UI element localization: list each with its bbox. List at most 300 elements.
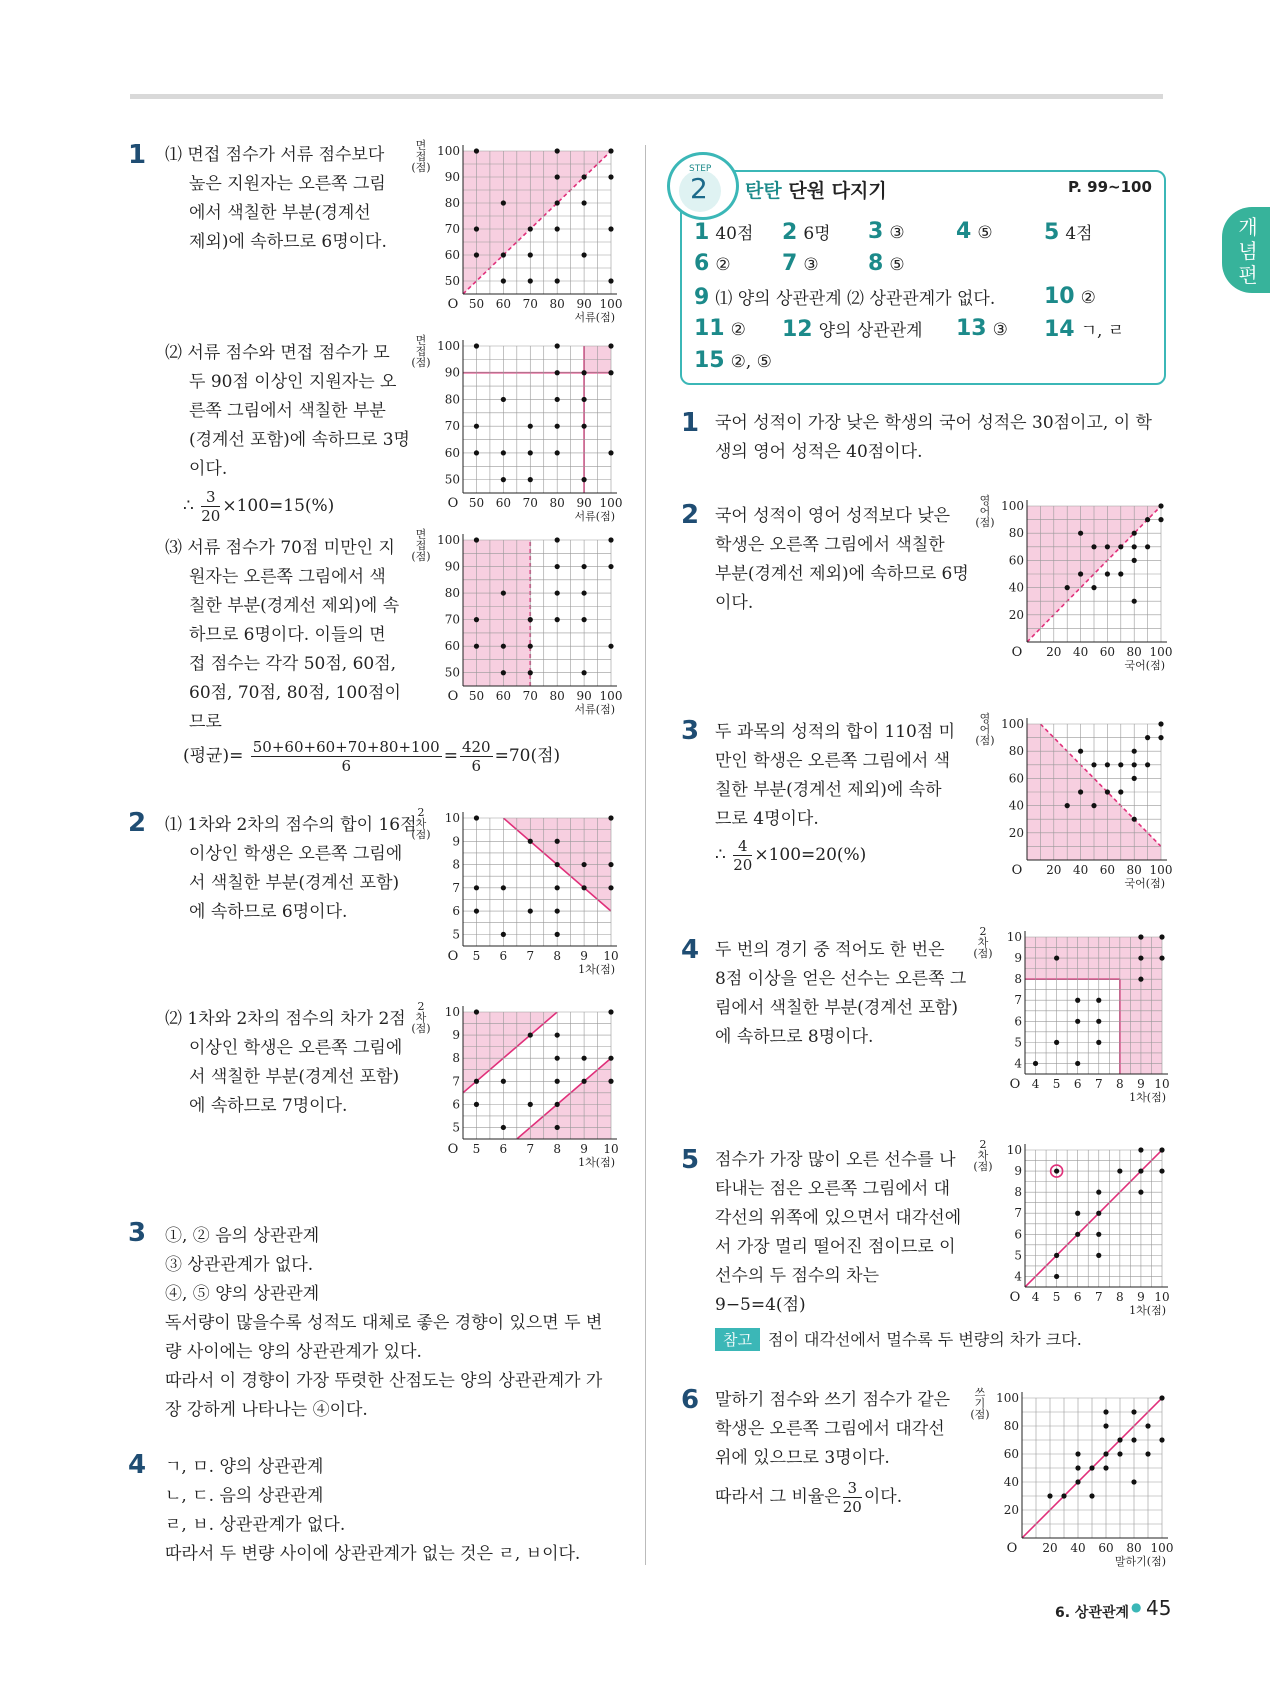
y-tick-label: 7 [452,880,460,895]
y-tick-label: 100 [996,1391,1019,1405]
answer-number: 2 [782,220,798,245]
y-tick-label: 100 [1001,499,1024,513]
data-point [1131,1479,1136,1484]
x-tick-label: 7 [1094,1290,1103,1304]
data-point [608,343,613,348]
data-point [1132,776,1137,781]
text-line: 타내는 점은 오른쪽 그림에서 대 [715,1179,951,1199]
answer-number: 15 [694,348,725,373]
data-point [1105,762,1110,767]
x-tick-label: 60 [1099,863,1116,877]
side-tab-char: 편 [1238,263,1258,287]
text-line: 학생은 오른쪽 그림에서 색칠한 [715,535,945,555]
text-line: 이상인 학생은 오른쪽 그림에 [189,1038,403,1058]
x-tick-label: 70 [522,496,538,510]
y-tick-label: 80 [444,392,460,407]
calc-1-3: (평균)= $\frac{50+60+60+70+80+100}{6}$ = $\frac{420}{6}$ =70(점) [183,738,561,775]
answer-item [1044,284,1096,309]
data-point [1131,1409,1136,1414]
data-point [1078,571,1083,576]
data-point [1096,1019,1101,1024]
x-tick-label: 80 [549,496,565,510]
data-point [1065,803,1070,808]
x-tick-label: 8 [553,1142,562,1156]
y-tick-label: 80 [1008,526,1024,541]
y-axis-label: 면 접 (점) [411,528,431,563]
solution-r3 [715,718,955,834]
y-tick-label: 8 [1014,1185,1022,1200]
solution-4 [165,1453,580,1569]
y-tick-label: 90 [444,559,460,574]
text-line: 말하기 점수와 쓰기 점수가 같은 [715,1390,951,1410]
origin-label: O [447,1142,459,1157]
data-point [1117,1451,1122,1456]
calc-r6: 따라서 그 비율은 $\frac{3}{20}$ 이다. [715,1479,903,1516]
y-tick-label: 6 [452,1097,460,1112]
solution-r6 [715,1386,950,1473]
x-tick-label: 90 [576,496,592,510]
data-point [1132,599,1137,604]
x-tick-label: 40 [1072,645,1089,659]
origin-label: O [1006,1541,1018,1556]
y-tick-label: 6 [1014,1014,1022,1029]
data-point [1158,517,1163,522]
data-point [501,932,506,937]
data-point [581,862,586,867]
data-point [581,252,586,257]
answer-value: ② [715,255,731,275]
y-tick-label: 50 [444,274,460,288]
data-point [1158,721,1163,726]
data-point [474,424,479,429]
answer-number: 13 [956,316,987,341]
answer-value: 양의 상관관계 [818,321,923,341]
text-line: ⑴ 면접 점수가 서류 점수보다 [165,145,385,165]
data-point [501,1125,506,1130]
answer-value: ③ [803,255,819,275]
data-point [1158,735,1163,740]
data-point [1132,531,1137,536]
x-tick-label: 70 [522,689,538,703]
data-point [1091,544,1096,549]
x-tick-label: 50 [468,496,485,510]
y-tick-label: 10 [444,811,460,825]
x-tick-label: 7 [526,949,535,963]
text-line: 므로 4명이다. [715,809,819,829]
data-point [1075,1061,1080,1066]
data-point [1138,934,1143,939]
data-point [528,908,533,913]
data-point [1075,1019,1080,1024]
data-point [581,885,586,890]
text-line: 따라서 이 경향이 가장 뚜렷한 산점도는 양의 상관관계가 가 [165,1371,603,1391]
data-point [555,932,560,937]
x-tick-label: 100 [1150,1541,1174,1555]
data-point [555,343,560,348]
solution-2-2 [165,1005,406,1121]
text-line: 원자는 오른쪽 그림에서 색 [189,567,386,587]
data-point [555,908,560,913]
data-point [608,226,613,231]
data-point [1117,1168,1122,1173]
x-tick-label: 60 [1099,645,1116,659]
data-point [1145,1451,1150,1456]
answer-number: 12 [782,317,813,342]
x-tick-label: 80 [549,689,565,703]
answer-value: ② [1080,288,1096,308]
data-point [501,477,506,482]
y-tick-label: 50 [444,472,460,487]
y-tick-label: 80 [1003,1419,1019,1433]
y-tick-label: 8 [452,1051,460,1066]
y-tick-label: 100 [437,144,460,158]
x-tick-label: 20 [1046,863,1062,877]
problem-number: 1 [128,140,147,170]
answer-number: 11 [694,316,725,341]
y-tick-label: 60 [1008,771,1024,786]
text-line: 제외)에 속하므로 6명이다. [189,232,387,252]
text-line: 만인 학생은 오른쪽 그림에서 색 [715,751,951,771]
data-point [1117,1437,1122,1442]
x-tick-label: 9 [1137,1077,1145,1091]
x-tick-label: 80 [1126,863,1142,877]
data-point [528,617,533,622]
problem-number: 2 [128,808,147,838]
x-axis-label: 1차(점) [1129,1304,1166,1317]
scatter-chart-c6 [967,494,1191,690]
problem-number: 3 [128,1218,147,1248]
scatter-chart-c2 [403,334,641,541]
data-point [608,174,613,179]
data-point [1096,1211,1101,1216]
y-tick-label: 70 [444,419,460,434]
y-tick-label: 60 [444,445,460,460]
data-point [474,815,479,820]
shaded-region [463,540,530,686]
data-point [1138,977,1143,982]
x-tick-label: 100 [599,689,623,703]
answer-item [868,251,905,276]
y-tick-label: 6 [452,904,460,919]
data-point [581,424,586,429]
answer-number: 9 [694,285,710,310]
data-point [555,148,560,153]
data-point [608,450,613,455]
data-point [608,1056,613,1061]
data-point [1131,1437,1136,1442]
page-range: P. 99~100 [1068,178,1152,196]
data-point [1075,1451,1080,1456]
x-tick-label: 10 [1154,1290,1170,1304]
y-tick-label: 10 [1006,930,1022,944]
x-tick-label: 4 [1031,1077,1040,1091]
data-point [1145,517,1150,522]
footer-chapter: 6. 상관관계 [1055,1605,1130,1621]
text-line: ㄱ, ㅁ. 양의 상관관계 [165,1457,324,1477]
origin-label: O [447,297,459,312]
data-point [1061,1493,1066,1498]
text-line: ⑶ 서류 점수가 70점 미만인 지 [165,538,395,558]
answer-value: ㄱ, ㄹ [1080,321,1125,341]
top-rule [130,94,1163,99]
data-point [608,278,613,283]
text-line: 이상인 학생은 오른쪽 그림에 [189,844,403,864]
x-tick-label: 8 [553,949,562,963]
origin-label: O [1009,1077,1021,1092]
data-point [474,343,479,348]
y-tick-label: 60 [444,639,460,654]
y-tick-label: 6 [1014,1227,1022,1242]
text-line: 9−5=4(점) [715,1295,806,1315]
footer-dot: ● [1131,1600,1142,1614]
answer-item [782,251,819,276]
data-point [474,1009,479,1014]
data-point [1138,1168,1143,1173]
x-tick-label: 7 [1094,1077,1103,1091]
text-line: 서 색칠한 부분(경계선 포함) [189,873,400,893]
data-point [1145,1423,1150,1428]
text-line: ⑴ 1차와 2차의 점수의 합이 16점 [165,815,417,835]
data-point [581,200,586,205]
solution-r5 [715,1146,961,1320]
column-divider [645,145,646,1565]
x-tick-label: 100 [599,297,623,311]
text-line: 학생은 오른쪽 그림에서 대각선 [715,1419,945,1439]
scatter-chart-c4 [403,806,641,994]
answer-number: 6 [694,251,710,276]
answer-value: ⑴ 양의 상관관계 ⑵ 상관관계가 없다. [715,289,996,309]
text-line: ①, ② 음의 상관관계 [165,1226,320,1246]
data-point [1096,1040,1101,1045]
y-tick-label: 80 [444,586,460,601]
data-point [555,1125,560,1130]
data-point [555,1056,560,1061]
data-point [1054,1253,1059,1258]
data-point [1138,955,1143,960]
data-point [1075,998,1080,1003]
x-tick-label: 8 [1116,1077,1124,1091]
answer-item [694,219,753,245]
data-point [474,1079,479,1084]
x-tick-label: 5 [1052,1077,1061,1091]
text-line: 부분(경계선 제외)에 속하므로 6명 [715,564,969,584]
data-point [501,200,506,205]
x-tick-label: 100 [599,496,623,510]
text-line: 국어 성적이 영어 성적보다 낮은 [715,506,951,526]
y-tick-label: 100 [437,339,460,353]
answer-value: ⑤ [889,255,905,275]
data-point [1132,817,1137,822]
section-tab [1222,207,1270,293]
data-point [555,370,560,375]
text-line: 높은 지원자는 오른쪽 그림 [189,174,386,194]
answer-item [694,316,746,341]
answer-value: ③ [992,320,1008,340]
data-point [581,1056,586,1061]
answer-item [1044,219,1093,245]
data-point [1145,544,1150,549]
text-line: 하므로 6명이다. 이들의 면 [189,625,386,645]
x-tick-label: 20 [1042,1541,1058,1555]
text-line: (경계선 포함)에 속하므로 3명 [189,430,410,450]
scatter-chart-c1 [403,139,641,342]
y-tick-label: 10 [444,1005,460,1019]
calc-r3: ∴ $\frac{4}{20}$ ×100=20(%) [715,837,867,874]
data-point [581,1079,586,1084]
shaded-region [463,21,611,294]
y-tick-label: 20 [1008,607,1024,622]
text-line: 이다. [189,459,228,479]
text-line: 60점, 70점, 80점, 100점이 [189,683,401,703]
data-point [581,617,586,622]
solution-2-1 [165,811,417,927]
data-point [608,148,613,153]
text-line: 두 90점 이상인 지원자는 오 [189,372,397,392]
y-tick-label: 40 [1008,580,1024,595]
y-tick-label: 5 [1014,1248,1022,1263]
answer-value: ② [730,320,746,340]
answer-item [694,251,731,276]
y-tick-label: 90 [444,170,460,184]
solution-3 [165,1222,602,1425]
answer-number: 8 [868,251,884,276]
data-point [474,148,479,153]
y-tick-label: 5 [1014,1035,1022,1050]
x-axis-label: 말하기(점) [1114,1555,1166,1568]
data-point [555,424,560,429]
y-axis-label: 2 차 (점) [411,1000,431,1035]
y-tick-label: 70 [444,222,460,236]
y-tick-label: 20 [1003,1503,1019,1517]
y-tick-label: 40 [1003,1475,1019,1489]
data-point [1118,571,1123,576]
data-point [1096,998,1101,1003]
text-line: ㄹ, ㅂ. 상관관계가 없다. [165,1515,346,1535]
data-point [555,537,560,542]
data-point [581,590,586,595]
text-line: 칠한 부분(경계선 제외)에 속하 [715,780,942,800]
data-point [1159,1147,1164,1152]
data-point [528,450,533,455]
answer-value: ⑤ [977,223,993,243]
data-point [581,174,586,179]
data-point [474,226,479,231]
text-line: 선수의 두 점수의 차는 [715,1266,880,1286]
x-tick-label: 10 [603,949,619,963]
text-line: ㄴ, ㄷ. 음의 상관관계 [165,1486,324,1506]
answer-value: 4점 [1065,224,1093,244]
data-point [1089,1493,1094,1498]
x-tick-label: 5 [472,949,481,963]
y-tick-label: 60 [1008,553,1024,568]
x-tick-label: 80 [1126,1541,1142,1555]
solution-1-3 [165,534,401,737]
data-point [1054,1168,1059,1173]
answer-item [956,219,993,244]
data-point [1159,1437,1164,1442]
x-tick-label: 100 [1149,645,1173,659]
data-point [501,450,506,455]
scatter-chart-c5 [403,1000,641,1187]
data-point [555,1032,560,1037]
y-tick-label: 9 [452,1028,460,1043]
x-tick-label: 70 [522,297,538,311]
text-line: 에 속하므로 7명이다. [189,1096,348,1116]
data-point [608,815,613,820]
text-line: 접 점수는 각각 50점, 60점, [189,654,397,674]
data-point [528,278,533,283]
data-point [474,252,479,257]
data-point [1054,1274,1059,1279]
x-tick-label: 8 [1116,1290,1124,1304]
data-point [474,644,479,649]
origin-label: O [447,496,459,511]
x-tick-label: 60 [495,297,512,311]
solution-r1 [715,409,1152,467]
text-line: 서 색칠한 부분(경계선 포함) [189,1067,400,1087]
text-line: 따라서 두 변량 사이에 상관관계가 없는 것은 ㄹ, ㅂ이다. [165,1544,581,1564]
data-point [555,885,560,890]
data-point [474,1102,479,1107]
data-point [1105,544,1110,549]
data-point [581,564,586,569]
y-tick-label: 5 [452,927,460,942]
text-line: 에 속하므로 6명이다. [189,902,348,922]
y-tick-label: 8 [452,857,460,872]
y-tick-label: 5 [452,1120,460,1135]
solution-1-2 [165,339,410,484]
x-tick-label: 9 [580,1142,588,1156]
answer-number: 7 [782,251,798,276]
solution-r4 [715,936,966,1052]
data-point [528,1032,533,1037]
data-point [1132,544,1137,549]
data-point [555,617,560,622]
step-label: STEP [689,164,712,174]
origin-label: O [447,949,459,964]
data-point [608,564,613,569]
data-point [1103,1451,1108,1456]
data-point [1159,934,1164,939]
text-line: 8점 이상을 얻은 선수는 오른쪽 그 [715,969,967,989]
data-point [501,252,506,257]
y-tick-label: 60 [444,248,460,262]
x-tick-label: 6 [1073,1290,1082,1304]
y-tick-label: 60 [1003,1447,1019,1461]
text-line: 에서 색칠한 부분(경계선 [189,203,371,223]
data-point [1089,1465,1094,1470]
data-point [528,477,533,482]
text-line: 두 과목의 성적의 합이 110점 미 [715,722,956,742]
problem-number: 4 [128,1450,147,1480]
text-line: 국어 성적이 가장 낮은 학생의 국어 성적은 30점이고, 이 학 [715,413,1152,433]
y-tick-label: 40 [1008,798,1024,813]
side-tab-char: 개 [1238,215,1258,239]
origin-label: O [1009,1290,1021,1305]
data-point [528,226,533,231]
solution-r2 [715,502,969,618]
data-point [501,397,506,402]
x-tick-label: 7 [526,1142,535,1156]
x-tick-label: 90 [576,297,592,311]
answer-number: 4 [956,219,972,244]
text-line: ③ 상관관계가 없다. [165,1255,314,1275]
answer-number: 5 [1044,220,1060,245]
note-tag: 참고 [715,1328,760,1351]
data-point [1145,735,1150,740]
answer-box-title: 탄탄 단원 다지기 [745,180,887,202]
x-tick-label: 80 [1126,645,1142,659]
